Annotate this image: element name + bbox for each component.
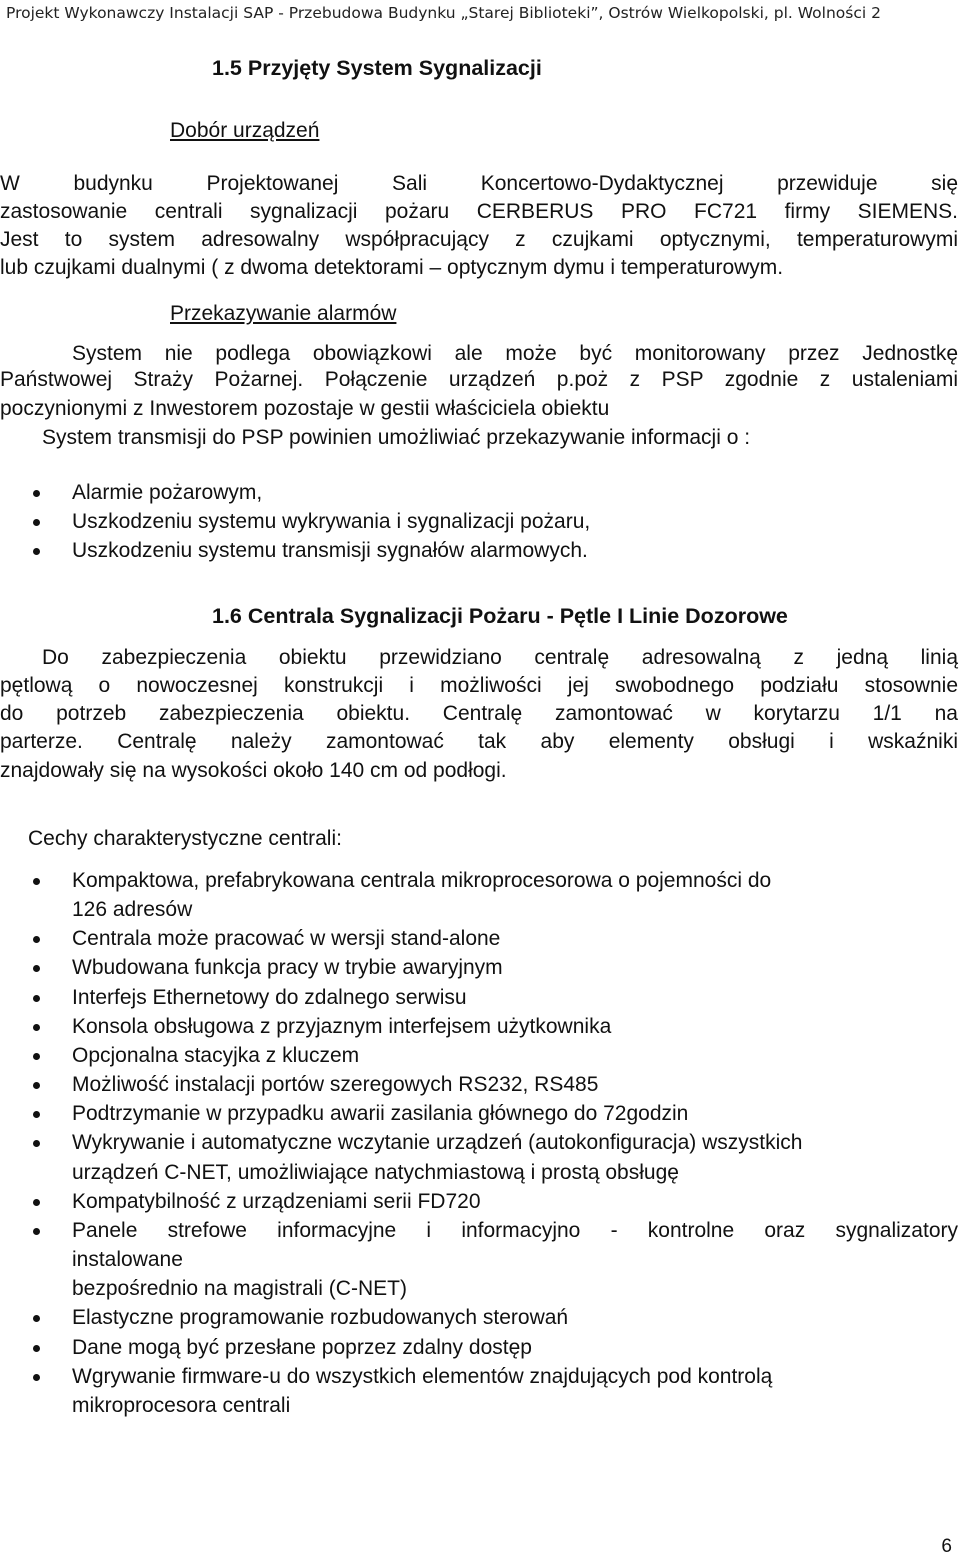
bullet-icon [33,1082,40,1089]
list-item-line: Wykrywanie i automatyczne wczytanie urządzeń (autokonfiguracja) wszystkich [72,1131,803,1155]
section-title-1-6: 1.6 Centrala Sygnalizacji Pożaru - Pętle I Linie Dozorowe [212,604,788,628]
list-item-line: urządzeń C-NET, umożliwiające natychmiastową i prostą obsługę [72,1160,679,1184]
list-item-line: 126 adresów [72,898,193,922]
text-line: parterze. Centralę należy zamontować tak aby elementy obsługi i wskaźniki [0,730,958,753]
text-line: W budynku Projektowanej Sali Koncertowo-Dydaktycznej przewiduje się [0,172,958,195]
bullet-icon [33,548,40,555]
bullet-icon [33,1374,40,1381]
features-list [0,866,958,1420]
bullet-icon [33,519,40,526]
bullet-icon [33,1140,40,1147]
list-item [0,1041,958,1070]
text-line: lub czujkami dualnymi ( z dwoma detektorami – optycznym dymu i temperaturowym. [0,256,784,279]
bullet-icon [33,1111,40,1118]
list-item-line: Konsola obsługowa z przyjaznym interfejsem użytkownika [72,1014,612,1038]
text-line: System transmisji do PSP powinien umożliwiać przekazywanie informacji o : [42,426,751,449]
list-item-line: Wbudowana funkcja pracy w trybie awaryjnym [72,956,503,980]
list-item-line: Interfejs Ethernetowy do zdalnego serwisu [72,985,467,1009]
subheading-dobor: Dobór urządzeń [170,119,320,142]
list-item-line: Kompatybilność z urządzeniami serii FD720 [72,1189,481,1213]
list-item-line: Opcjonalna stacyjka z kluczem [72,1043,360,1067]
list-item-line: Wgrywanie firmware-u do wszystkich elementów znajdujących pod kontrolą [72,1364,773,1388]
list-item-line: Elastyczne programowanie rozbudowanych sterowań [72,1306,569,1330]
text-line: zastosowanie centrali sygnalizacji pożaru CERBERUS PRO FC721 firmy SIEMENS. [0,200,958,223]
text-line: Jest to system adresowalny współpracujący z czujkami optycznymi, temperaturowymi [0,228,958,251]
list-item [0,953,958,982]
subheading-przekazywanie: Przekazywanie alarmów [170,302,397,325]
bullet-icon [33,490,40,497]
list-item-line: Centrala może pracować w wersji stand-alone [72,927,501,951]
list-item [0,1216,958,1303]
bullet-icon [33,1315,40,1322]
list-item [0,1099,958,1128]
bullet-icon [33,936,40,943]
features-heading: Cechy charakterystyczne centrali: [28,827,342,850]
list-item [0,1128,958,1186]
list-item-line: Podtrzymanie w przypadku awarii zasilania głównego do 72godzin [72,1102,689,1126]
list-item [0,1012,958,1041]
page-number: 6 [941,1536,952,1557]
list-item-line: Dane mogą być przesłane poprzez zdalny dostęp [72,1335,532,1359]
list-item [0,1187,958,1216]
text-line: System nie podlega obowiązkowi ale może być monitorowany przez Jednostkę [72,342,958,365]
text-line: poczynionymi z Inwestorem pozostaje w gestii właściciela obiektu [0,397,610,420]
text-line: pętlową o nowoczesnej konstrukcji i możliwości jej swobodnego podziału stosownie [0,674,958,697]
list-item-line: bezpośrednio na magistrali (C-NET) [72,1277,407,1301]
bullet-icon [33,1199,40,1206]
list-item [0,1070,958,1099]
list-item [0,1362,958,1420]
text-line: do potrzeb zabezpieczenia obiektu. Centralę zamontować w korytarzu 1/1 na [0,702,958,725]
list-item: Uszkodzeniu systemu transmisji sygnałów alarmowych. [0,536,590,565]
alarm-info-list [0,478,590,565]
bullet-icon [33,1024,40,1031]
text-line: Państwowej Straży Pożarnej. Połączenie urządzeń p.poż z PSP zgodnie z ustaleniami [0,368,958,391]
bullet-icon [33,878,40,885]
bullet-icon [33,1053,40,1060]
text-line: Do zabezpieczenia obiektu przewidziano centralę adresowalną z jedną linią [42,646,958,669]
page-header: Projekt Wykonawczy Instalacji SAP - Przebudowa Budynku „Starej Biblioteki”, Ostrów Wielkopolski, pl. Wolności 2 [6,4,881,22]
list-item-line: instalowane [72,1248,183,1272]
bullet-icon [33,965,40,972]
text-line: znajdowały się na wysokości około 140 cm od podłogi. [0,759,507,782]
bullet-icon [33,1228,40,1235]
list-item [0,924,958,953]
list-item-line: mikroprocesora centrali [72,1393,291,1417]
bullet-icon [33,1345,40,1352]
list-item [0,866,958,924]
bullet-icon [33,995,40,1002]
list-item: Uszkodzeniu systemu wykrywania i sygnalizacji pożaru, [0,507,590,536]
list-item-line: Panele strefowe informacyjne i informacyjno - kontrolne oraz sygnalizatory [72,1218,958,1242]
list-item [0,983,958,1012]
list-item-line: Kompaktowa, prefabrykowana centrala mikroprocesorowa o pojemności do [72,869,772,892]
list-item [0,1303,958,1332]
section-title-1-5: 1.5 Przyjęty System Sygnalizacji [212,56,542,80]
list-item-line: Możliwość instalacji portów szeregowych RS232, RS485 [72,1073,599,1097]
list-item [0,1333,958,1362]
list-item: Alarmie pożarowym, [0,478,590,507]
